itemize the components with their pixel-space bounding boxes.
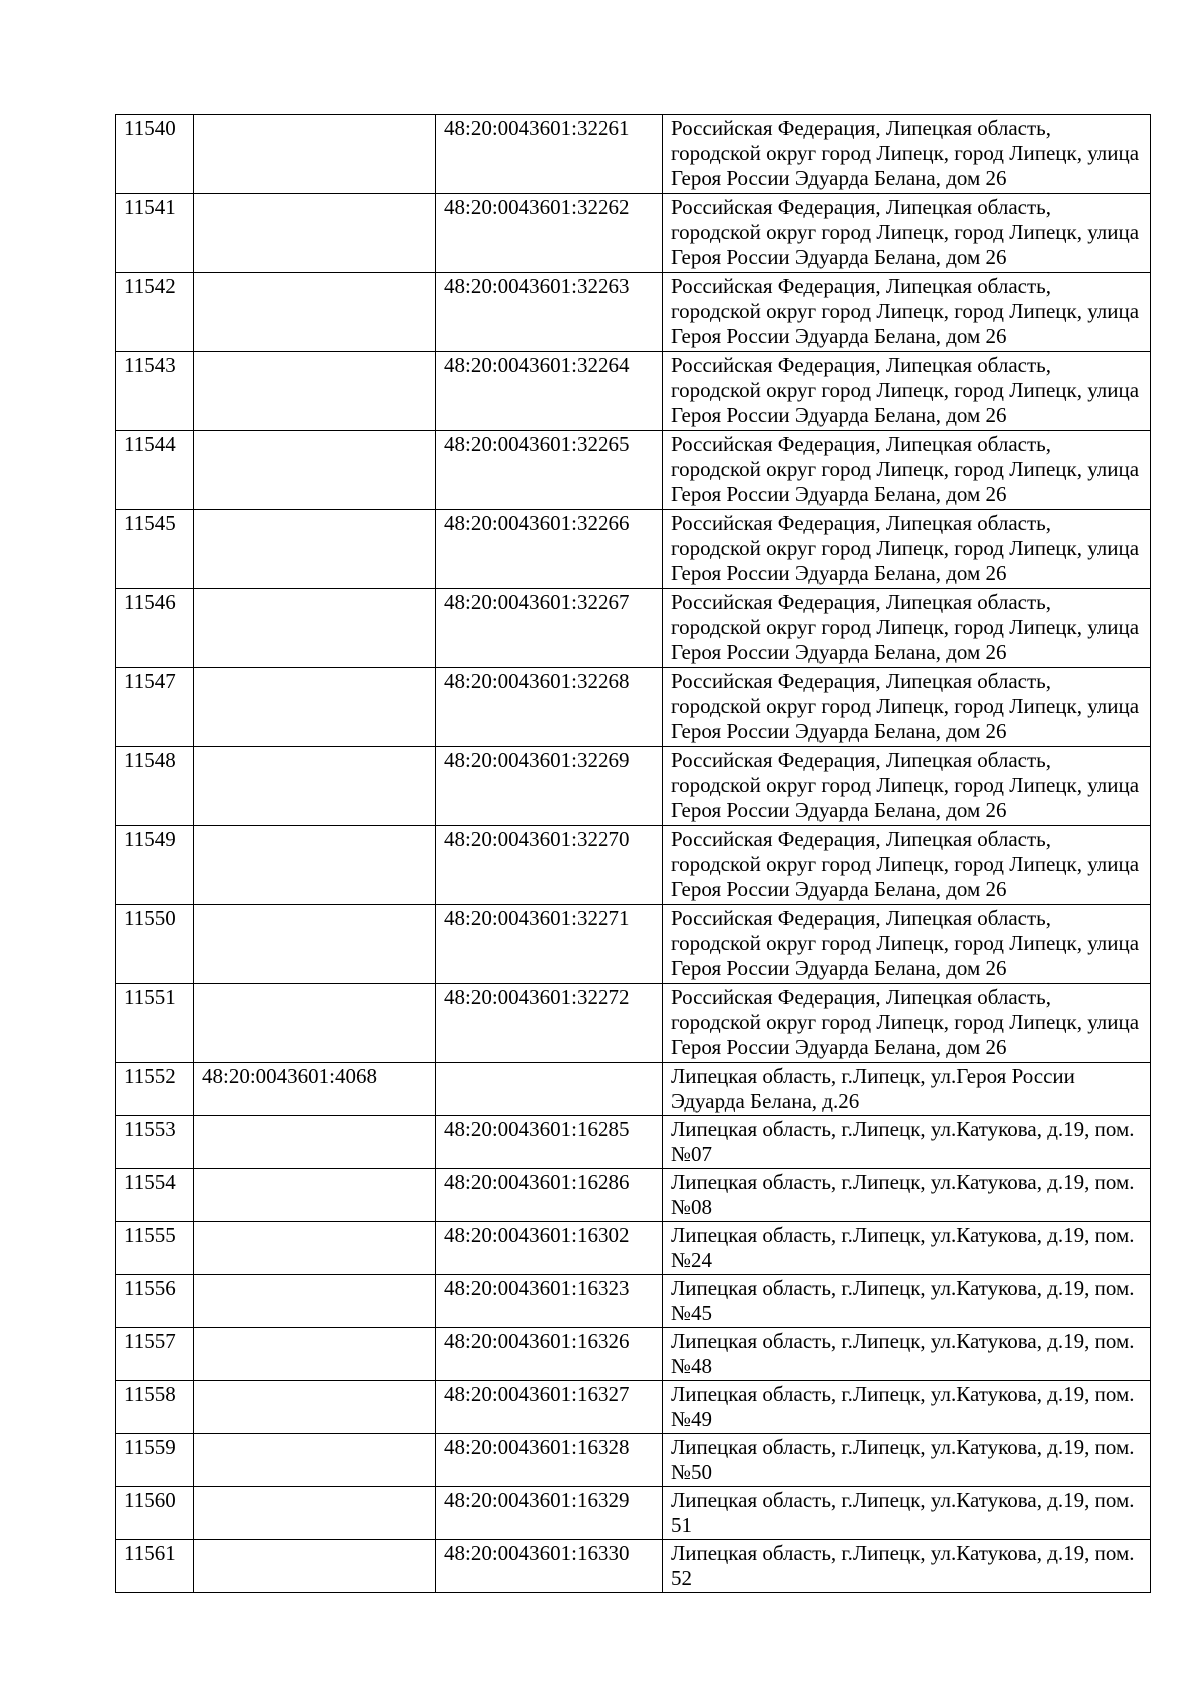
row-number-cell: 11561 bbox=[116, 1540, 194, 1593]
table-row bbox=[116, 431, 1151, 510]
table-row bbox=[116, 984, 1151, 1063]
land-cadastral-cell: 48:20:0043601:4068 bbox=[194, 1063, 436, 1116]
row-number-cell: 11548 bbox=[116, 747, 194, 826]
row-number-cell: 11546 bbox=[116, 589, 194, 668]
object-cadastral-cell: 48:20:0043601:16327 bbox=[436, 1381, 663, 1434]
object-cadastral-cell: 48:20:0043601:32261 bbox=[436, 115, 663, 194]
land-cadastral-cell bbox=[194, 826, 436, 905]
row-number-cell: 11553 bbox=[116, 1116, 194, 1169]
object-cadastral-cell: 48:20:0043601:32272 bbox=[436, 984, 663, 1063]
land-cadastral-cell bbox=[194, 115, 436, 194]
land-cadastral-cell bbox=[194, 431, 436, 510]
table-row bbox=[116, 352, 1151, 431]
land-cadastral-cell bbox=[194, 1381, 436, 1434]
object-cadastral-cell: 48:20:0043601:16302 bbox=[436, 1222, 663, 1275]
address-cell: Липецкая область, г.Липецк, ул.Катукова, д.19, пом.№07 bbox=[663, 1116, 1151, 1169]
row-number-cell: 11550 bbox=[116, 905, 194, 984]
address-cell: Липецкая область, г.Липецк, ул.Катукова, д.19, пом.№49 bbox=[663, 1381, 1151, 1434]
table-row bbox=[116, 905, 1151, 984]
table-row bbox=[116, 510, 1151, 589]
land-cadastral-cell bbox=[194, 668, 436, 747]
table-row bbox=[116, 115, 1151, 194]
address-cell: Российская Федерация, Липецкая область, городской округ город Липецк, город Липецк, улица Героя России Эдуарда Белана, дом 26 bbox=[663, 747, 1151, 826]
land-cadastral-cell bbox=[194, 1275, 436, 1328]
land-cadastral-cell bbox=[194, 589, 436, 668]
object-cadastral-cell: 48:20:0043601:16328 bbox=[436, 1434, 663, 1487]
row-number-cell: 11540 bbox=[116, 115, 194, 194]
address-cell: Липецкая область, г.Липецк, ул.Катукова, д.19, пом.№50 bbox=[663, 1434, 1151, 1487]
address-cell: Российская Федерация, Липецкая область, городской округ город Липецк, город Липецк, улица Героя России Эдуарда Белана, дом 26 bbox=[663, 826, 1151, 905]
row-number-cell: 11545 bbox=[116, 510, 194, 589]
object-cadastral-cell: 48:20:0043601:16329 bbox=[436, 1487, 663, 1540]
row-number-cell: 11559 bbox=[116, 1434, 194, 1487]
address-cell: Липецкая область, г.Липецк, ул.Катукова, д.19, пом. 52 bbox=[663, 1540, 1151, 1593]
row-number-cell: 11555 bbox=[116, 1222, 194, 1275]
land-cadastral-cell bbox=[194, 1222, 436, 1275]
table-row bbox=[116, 273, 1151, 352]
land-cadastral-cell bbox=[194, 1116, 436, 1169]
object-cadastral-cell: 48:20:0043601:32267 bbox=[436, 589, 663, 668]
row-number-cell: 11542 bbox=[116, 273, 194, 352]
row-number-cell: 11541 bbox=[116, 194, 194, 273]
land-cadastral-cell bbox=[194, 1169, 436, 1222]
row-number-cell: 11557 bbox=[116, 1328, 194, 1381]
row-number-cell: 11552 bbox=[116, 1063, 194, 1116]
land-cadastral-cell bbox=[194, 273, 436, 352]
table-row bbox=[116, 1540, 1151, 1593]
address-cell: Российская Федерация, Липецкая область, городской округ город Липецк, город Липецк, улица Героя России Эдуарда Белана, дом 26 bbox=[663, 115, 1151, 194]
object-cadastral-cell: 48:20:0043601:32264 bbox=[436, 352, 663, 431]
address-cell: Российская Федерация, Липецкая область, городской округ город Липецк, город Липецк, улица Героя России Эдуарда Белана, дом 26 bbox=[663, 668, 1151, 747]
table-row bbox=[116, 747, 1151, 826]
object-cadastral-cell: 48:20:0043601:32271 bbox=[436, 905, 663, 984]
row-number-cell: 11551 bbox=[116, 984, 194, 1063]
table-row bbox=[116, 1222, 1151, 1275]
land-cadastral-cell bbox=[194, 1434, 436, 1487]
object-cadastral-cell: 48:20:0043601:32262 bbox=[436, 194, 663, 273]
row-number-cell: 11558 bbox=[116, 1381, 194, 1434]
table-row bbox=[116, 1328, 1151, 1381]
object-cadastral-cell: 48:20:0043601:32266 bbox=[436, 510, 663, 589]
table-row bbox=[116, 589, 1151, 668]
row-number-cell: 11560 bbox=[116, 1487, 194, 1540]
land-cadastral-cell bbox=[194, 510, 436, 589]
address-cell: Российская Федерация, Липецкая область, городской округ город Липецк, город Липецк, улица Героя России Эдуарда Белана, дом 26 bbox=[663, 589, 1151, 668]
table-row bbox=[116, 194, 1151, 273]
land-cadastral-cell bbox=[194, 984, 436, 1063]
address-cell: Российская Федерация, Липецкая область, городской округ город Липецк, город Липецк, улица Героя России Эдуарда Белана, дом 26 bbox=[663, 510, 1151, 589]
address-cell: Российская Федерация, Липецкая область, городской округ город Липецк, город Липецк, улица Героя России Эдуарда Белана, дом 26 bbox=[663, 431, 1151, 510]
object-cadastral-cell: 48:20:0043601:16286 bbox=[436, 1169, 663, 1222]
land-cadastral-cell bbox=[194, 1540, 436, 1593]
address-cell: Липецкая область, г.Липецк, ул.Катукова, д.19, пом. 51 bbox=[663, 1487, 1151, 1540]
registry-table-body bbox=[116, 115, 1151, 1593]
object-cadastral-cell: 48:20:0043601:32269 bbox=[436, 747, 663, 826]
object-cadastral-cell: 48:20:0043601:32265 bbox=[436, 431, 663, 510]
address-cell: Липецкая область, г.Липецк, ул.Катукова, д.19, пом.№24 bbox=[663, 1222, 1151, 1275]
object-cadastral-cell: 48:20:0043601:32270 bbox=[436, 826, 663, 905]
table-row bbox=[116, 1063, 1151, 1116]
address-cell: Российская Федерация, Липецкая область, городской округ город Липецк, город Липецк, улица Героя России Эдуарда Белана, дом 26 bbox=[663, 194, 1151, 273]
land-cadastral-cell bbox=[194, 1487, 436, 1540]
address-cell: Липецкая область, г.Липецк, ул.Катукова, д.19, пом.№48 bbox=[663, 1328, 1151, 1381]
row-number-cell: 11554 bbox=[116, 1169, 194, 1222]
land-cadastral-cell bbox=[194, 352, 436, 431]
address-cell: Российская Федерация, Липецкая область, городской округ город Липецк, город Липецк, улица Героя России Эдуарда Белана, дом 26 bbox=[663, 905, 1151, 984]
object-cadastral-cell: 48:20:0043601:16330 bbox=[436, 1540, 663, 1593]
table-row bbox=[116, 1275, 1151, 1328]
row-number-cell: 11543 bbox=[116, 352, 194, 431]
land-cadastral-cell bbox=[194, 1328, 436, 1381]
table-row bbox=[116, 1381, 1151, 1434]
table-row bbox=[116, 1116, 1151, 1169]
address-cell: Российская Федерация, Липецкая область, городской округ город Липецк, город Липецк, улица Героя России Эдуарда Белана, дом 26 bbox=[663, 984, 1151, 1063]
object-cadastral-cell: 48:20:0043601:32268 bbox=[436, 668, 663, 747]
row-number-cell: 11544 bbox=[116, 431, 194, 510]
registry-table bbox=[115, 114, 1151, 1593]
object-cadastral-cell: 48:20:0043601:16323 bbox=[436, 1275, 663, 1328]
land-cadastral-cell bbox=[194, 194, 436, 273]
object-cadastral-cell bbox=[436, 1063, 663, 1116]
address-cell: Липецкая область, г.Липецк, ул.Героя России Эдуарда Белана, д.26 bbox=[663, 1063, 1151, 1116]
object-cadastral-cell: 48:20:0043601:16285 bbox=[436, 1116, 663, 1169]
row-number-cell: 11549 bbox=[116, 826, 194, 905]
row-number-cell: 11547 bbox=[116, 668, 194, 747]
table-row bbox=[116, 826, 1151, 905]
address-cell: Липецкая область, г.Липецк, ул.Катукова, д.19, пом.№08 bbox=[663, 1169, 1151, 1222]
table-row bbox=[116, 1169, 1151, 1222]
object-cadastral-cell: 48:20:0043601:16326 bbox=[436, 1328, 663, 1381]
object-cadastral-cell: 48:20:0043601:32263 bbox=[436, 273, 663, 352]
table-row bbox=[116, 668, 1151, 747]
row-number-cell: 11556 bbox=[116, 1275, 194, 1328]
table-row bbox=[116, 1487, 1151, 1540]
address-cell: Российская Федерация, Липецкая область, городской округ город Липецк, город Липецк, улица Героя России Эдуарда Белана, дом 26 bbox=[663, 352, 1151, 431]
table-row bbox=[116, 1434, 1151, 1487]
land-cadastral-cell bbox=[194, 747, 436, 826]
address-cell: Российская Федерация, Липецкая область, городской округ город Липецк, город Липецк, улица Героя России Эдуарда Белана, дом 26 bbox=[663, 273, 1151, 352]
land-cadastral-cell bbox=[194, 905, 436, 984]
address-cell: Липецкая область, г.Липецк, ул.Катукова, д.19, пом.№45 bbox=[663, 1275, 1151, 1328]
